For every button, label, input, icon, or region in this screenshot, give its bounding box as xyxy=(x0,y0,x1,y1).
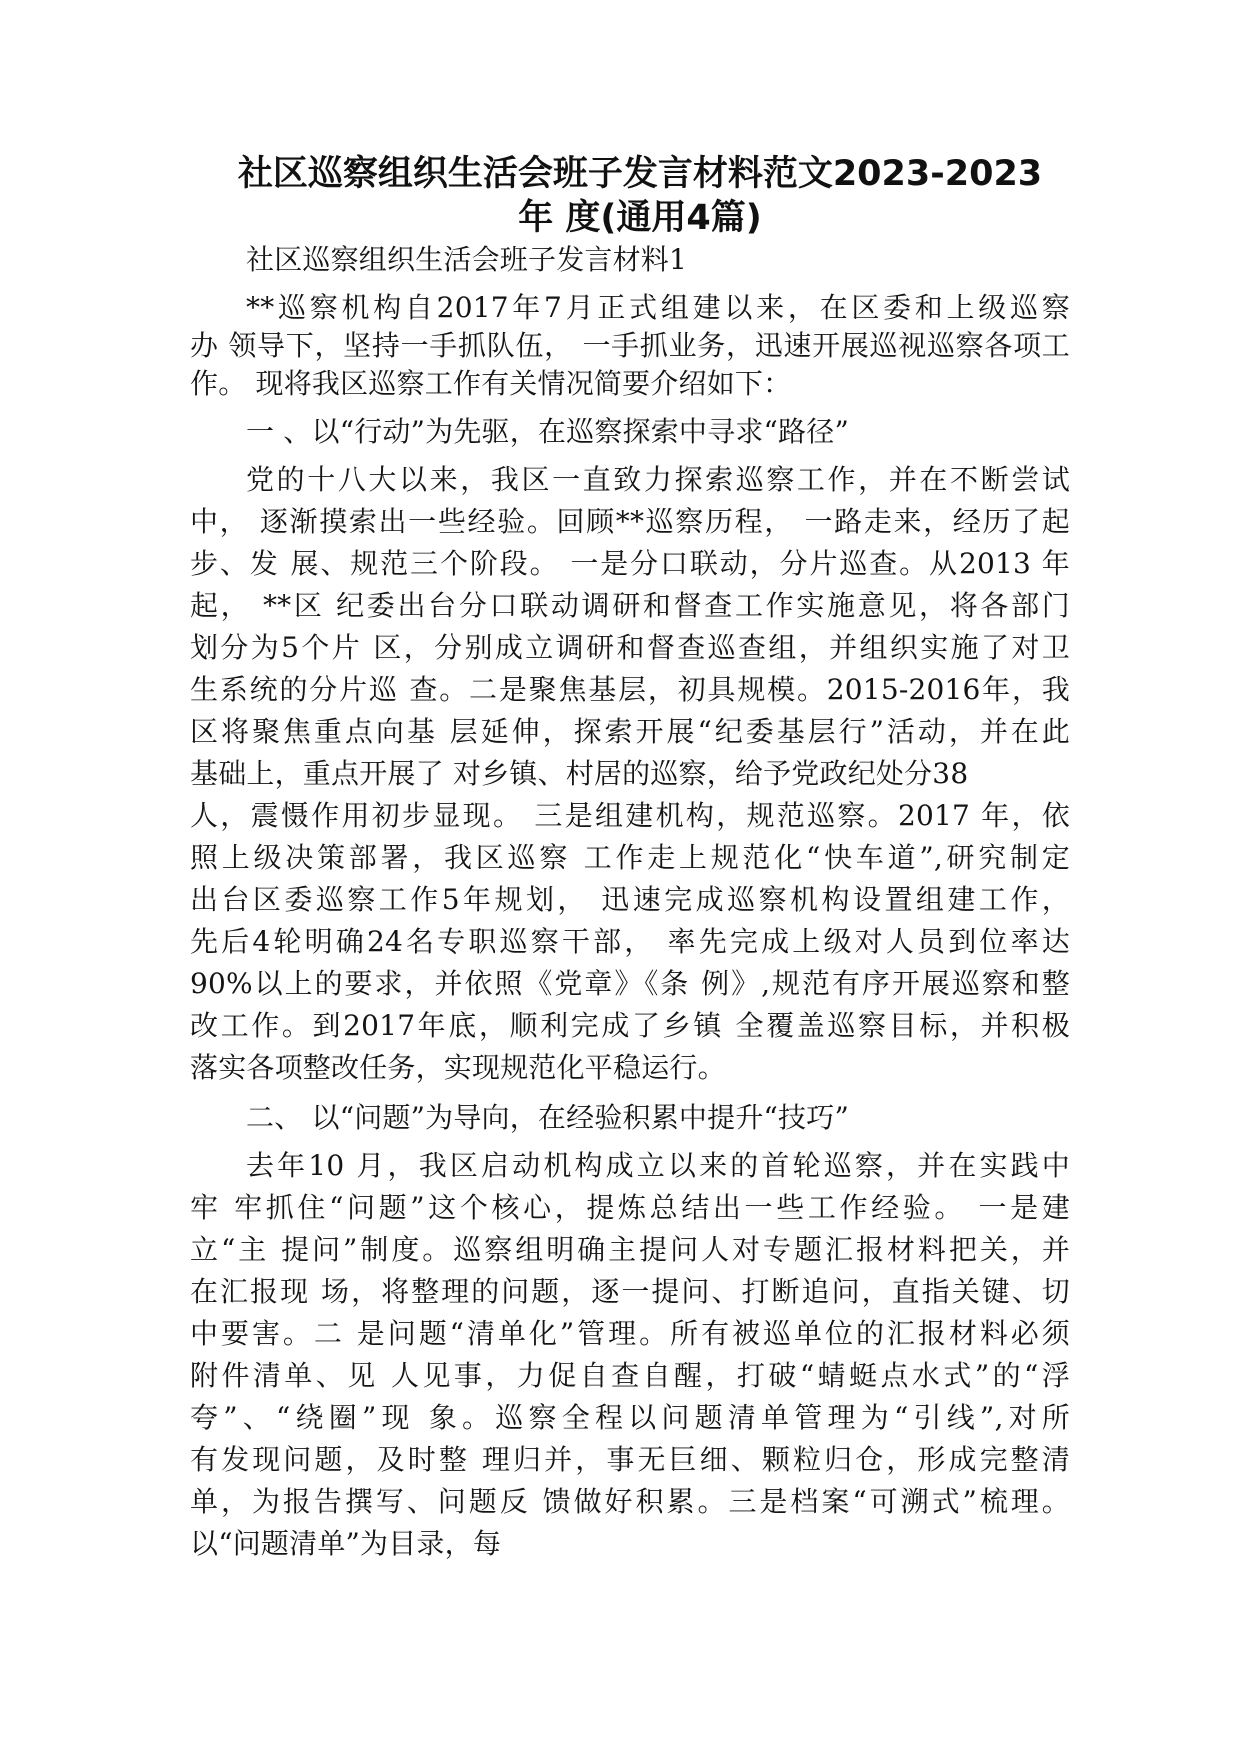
para2-line: 出台区委巡察工作5年规划， 迅速完成巡察机构设置组建工作， xyxy=(190,883,1070,916)
para2-line: 区将聚焦重点向基 层延伸，探索开展“纪委基层行”活动，并在此 xyxy=(190,715,1070,748)
para2-line: 90%以上的要求，并依照《党章》《条 例》,规范有序开展巡察和整 xyxy=(190,967,1070,1000)
para3-line: 附件清单、见 人见事，力促自查自醒，打破“蜻蜓点水式”的“浮 xyxy=(190,1359,1070,1392)
para1-line: 作。 现将我区巡察工作有关情况简要介绍如下： xyxy=(190,367,792,400)
para2-line: 照上级决策部署，我区巡察 工作走上规范化“快车道”,研究制定 xyxy=(190,841,1070,874)
para3-line: 中要害。二 是问题“清单化”管理。所有被巡单位的汇报材料必须 xyxy=(190,1317,1070,1350)
para2-line: 划分为5个片 区，分别成立调研和督查巡查组，并组织实施了对卫 xyxy=(190,631,1070,664)
para3-line: 夸”、“绕圈”现 象。巡察全程以问题清单管理为“引线”,对所 xyxy=(190,1401,1070,1434)
para1-line: **巡察机构自2017年7月正式组建以来，在区委和上级巡察 xyxy=(246,291,1070,324)
para2-line: 基础上，重点开展了 对乡镇、村居的巡察，给予党政纪处分38 xyxy=(190,757,969,790)
para3-line: 立“主 提问”制度。巡察组明确主提问人对专题汇报材料把关，并 xyxy=(190,1233,1070,1266)
title-line-2: 年 度(通用4篇) xyxy=(518,198,762,238)
section-heading-1: 一 、以“行动”为先驱，在巡察探索中寻求“路径” xyxy=(246,415,849,448)
para2-line: 落实各项整改任务，实现规范化平稳运行。 xyxy=(190,1051,726,1084)
para3-line: 以“问题清单”为目录，每 xyxy=(190,1527,502,1560)
para2-line: 先后4轮明确24名专职巡察干部， 率先完成上级对人员到位率达 xyxy=(190,925,1070,958)
para3-line: 单，为报告撰写、问题反 馈做好积累。三是档案“可溯式”梳理。 xyxy=(190,1485,1070,1518)
para2-line: 步、发 展、规范三个阶段。 一是分口联动，分片巡查。从2013 年 xyxy=(190,547,1070,580)
document-title xyxy=(190,152,1090,240)
subtitle: 社区巡察组织生活会班子发言材料1 xyxy=(246,243,688,276)
section-heading-2: 二、 以“问题”为导向，在经验积累中提升“技巧” xyxy=(246,1101,849,1134)
para3-line: 牢 牢抓住“问题”这个核心，提炼总结出一些工作经验。 一是建 xyxy=(190,1191,1070,1224)
para2-line: 改工作。到2017年底，顺利完成了乡镇 全覆盖巡察目标，并积极 xyxy=(190,1009,1070,1042)
para3-line: 有发现问题，及时整 理归并，事无巨细、颗粒归仓，形成完整清 xyxy=(190,1443,1070,1476)
title-line-1: 社区巡察组织生活会班子发言材料范文2023-2023 xyxy=(237,154,1043,194)
para2-line: 党的十八大以来，我区一直致力探索巡察工作，并在不断尝试 xyxy=(246,463,1070,496)
para1-line: 办 领导下，坚持一手抓队伍， 一手抓业务，迅速开展巡视巡察各项工 xyxy=(190,329,1070,362)
para3-line: 在汇报现 场，将整理的问题，逐一提问、打断追问，直指关键、切 xyxy=(190,1275,1070,1308)
para2-line: 生系统的分片巡 查。二是聚焦基层，初具规模。2015-2016年，我 xyxy=(190,673,1070,706)
para2-line: 中， 逐渐摸索出一些经验。回顾**巡察历程， 一路走来，经历了起 xyxy=(190,505,1070,538)
para2-line: 起， **区 纪委出台分口联动调研和督查工作实施意见，将各部门 xyxy=(190,589,1070,622)
para2-line: 人，震慑作用初步显现。 三是组建机构，规范巡察。2017 年，依 xyxy=(190,799,1070,832)
para3-line: 去年10 月，我区启动机构成立以来的首轮巡察，并在实践中 xyxy=(246,1149,1070,1182)
